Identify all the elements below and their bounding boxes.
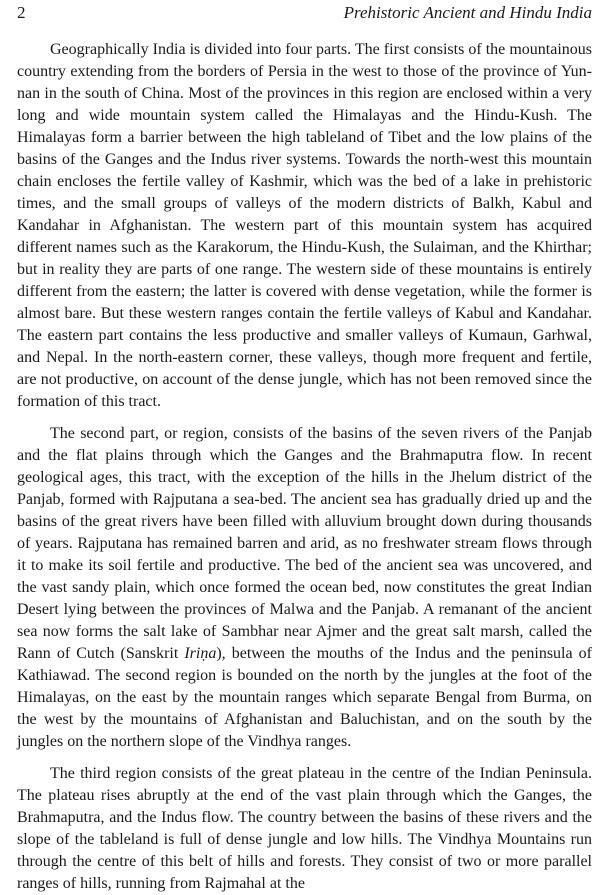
body-text	[17, 39, 592, 895]
paragraph-2-text-after: ), between the mouths of the Indus and the peninsula of Kathiawad. The second region is bounded on the north by the jungles at the foot of the Himalayas, on the east by the mountain ranges which separate Bengal from Burma, on the west by the mountains of Afghanistan and Baluchistan, and on the south by the jungles on the northern slope of the Vindhya ranges.	[17, 645, 592, 750]
page-header	[17, 2, 592, 24]
paragraph-2	[17, 423, 592, 753]
italic-term: Iriṇa	[184, 645, 217, 662]
page-number: 2	[17, 3, 26, 22]
paragraph-3: The third region consists of the great plateau in the centre of the Indian Peninsula. The plateau rises abruptly at the end of the vast plain through which the Ganges, the Brahmaputra, and the Indus flow. The country between the basins of these rivers and the slope of the tableland is full of dense jungle and low hills. The Vindhya Mountains run through the centre of this belt of hills and forests. They consist of two or more parallel ranges of hills, running from Rajmahal at the	[17, 765, 592, 892]
paragraph-1: Geographically India is divided into four parts. The first consists of the mountainous country extending from the borders of Persia in the west to those of the province of Yun-nan in the south of China. Most of the provinces in this region are enclosed within a very long and wide mountain system called the Himalayas and the Hindu-Kush. The Himalayas form a barrier between the high tableland of Tibet and the low plains of the basins of the Ganges and the Indus river systems. Towards the north-west this mountain chain encloses the fertile valley of Kashmir, which was the bed of a lake in prehistoric times, and the small groups of valleys of the modern districts of Balkh, Kabul and Kandahar in Afghanistan. The western part of this mountain system has acquired different names such as the Karakorum, the Hindu-Kush, the Sulaiman, and the Khirthar; but in reality they are parts of one range. The western side of these mountains is entirely different from the eastern; the latter is covered with dense vegetation, while the former is almost bare. But these western ranges contain the fertile valleys of Kabul and Kandahar. The eastern part contains the less productive and smaller valleys of Kumaun, Garhwal, and Nepal. In the north-eastern corner, these valleys, though more frequent and fertile, are not productive, on account of the dense jungle, which has not been removed since the formation of this tract.	[17, 41, 592, 410]
running-title: Prehistoric Ancient and Hindu India	[343, 3, 592, 22]
paragraph-2-text-before: The second part, or region, consists of the basins of the seven rivers of the Panjab and the flat plains through which the Ganges and the Brahmaputra flow. In recent geological ages, this tract, with the exception of the hills in the Jhelum district of the Panjab, formed with Rajputana a sea-bed. The ancient sea has gradually dried up and the basins of the great rivers have been filled with alluvium brought down during thousands of years. Rajputana has remained barren and arid, as no freshwater stream flows through it to make its soil fertile and productive. The bed of the ancient sea was uncovered, and the vast sandy plain, which once formed the ocean bed, now constitutes the great Indian Desert lying between the provinces of Malwa and the Panjab. A remanant of the ancient sea now forms the salt lake of Sambhar near Ajmer and the great salt marsh, called the Rann of Cutch (Sanskrit	[17, 425, 592, 662]
